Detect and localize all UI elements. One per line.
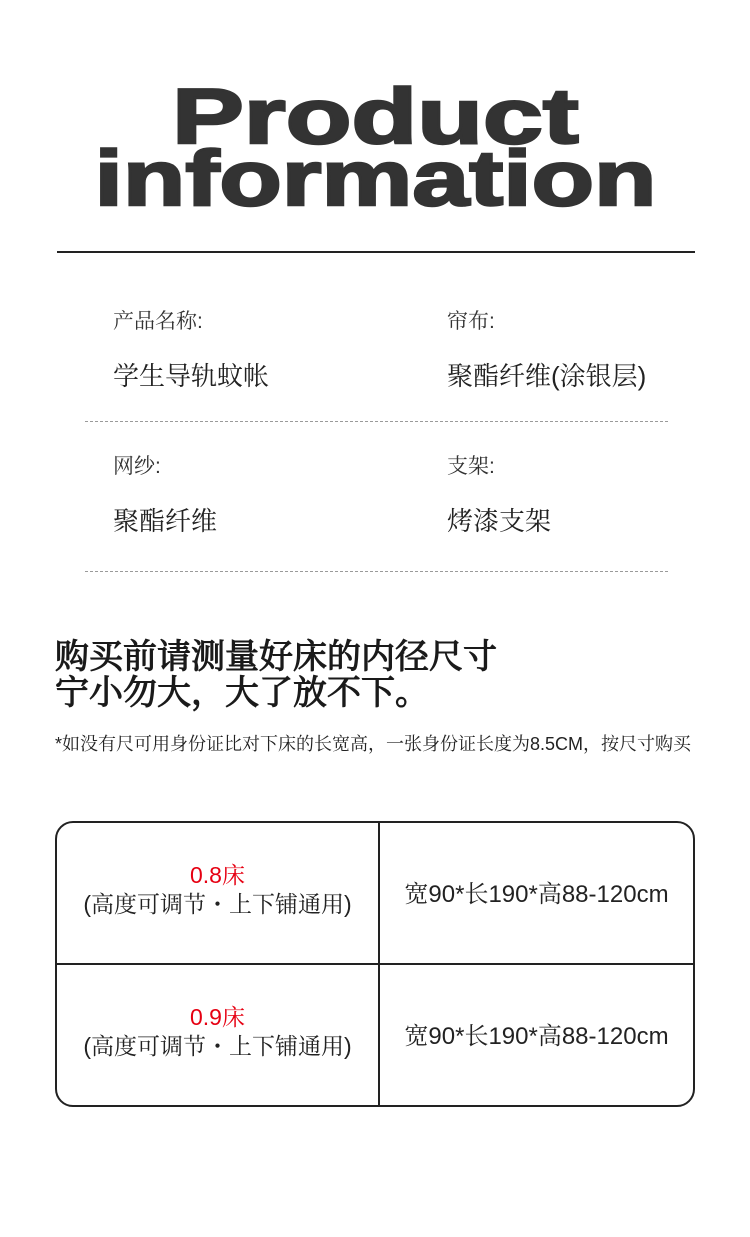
title-line-information [0,134,750,222]
info-label-product-name: 产品名称: [113,310,203,333]
info-value-frame: 烤漆支架 [447,506,552,536]
measure-notice-line1: 购买前请测量好床的内径尺寸 [55,638,497,676]
size-table [55,821,695,1107]
measure-note: *如没有尺可用身份证比对下床的长宽高，一张身份证长度为8.5CM，按尺寸购买 [55,734,692,754]
info-label-frame: 支架: [447,455,495,478]
title-product: Product [171,72,579,160]
bed-cell [57,965,380,1105]
info-value-mesh: 聚酯纤维 [113,506,218,536]
bed-cell [57,823,380,963]
info-label-curtain: 帘布: [447,310,495,333]
info-label-mesh: 网纱: [113,455,161,478]
info-row-separator [85,421,668,422]
title-information: information [94,134,656,222]
info-row-separator [85,571,668,572]
table-row [57,965,693,1105]
measure-notice-heading [55,639,497,711]
dimensions-cell: 宽90*长190*高88-120cm [404,880,669,908]
title-divider [57,251,695,253]
dimensions-cell: 宽90*长190*高88-120cm [404,1022,669,1050]
info-value-product-name: 学生导轨蚊帐 [113,361,270,391]
bed-size-subtitle: (高度可调节・上下铺通用) [83,1033,352,1059]
bed-size-label: 0.9床 [190,1004,245,1030]
bed-size-subtitle: (高度可调节・上下铺通用) [83,891,352,917]
bed-size-label: 0.8床 [190,862,245,888]
measure-notice-line2: 宁小勿大，大了放不下。 [55,674,429,712]
table-row [57,823,693,965]
info-value-curtain: 聚酯纤维(涂银层) [447,361,647,391]
